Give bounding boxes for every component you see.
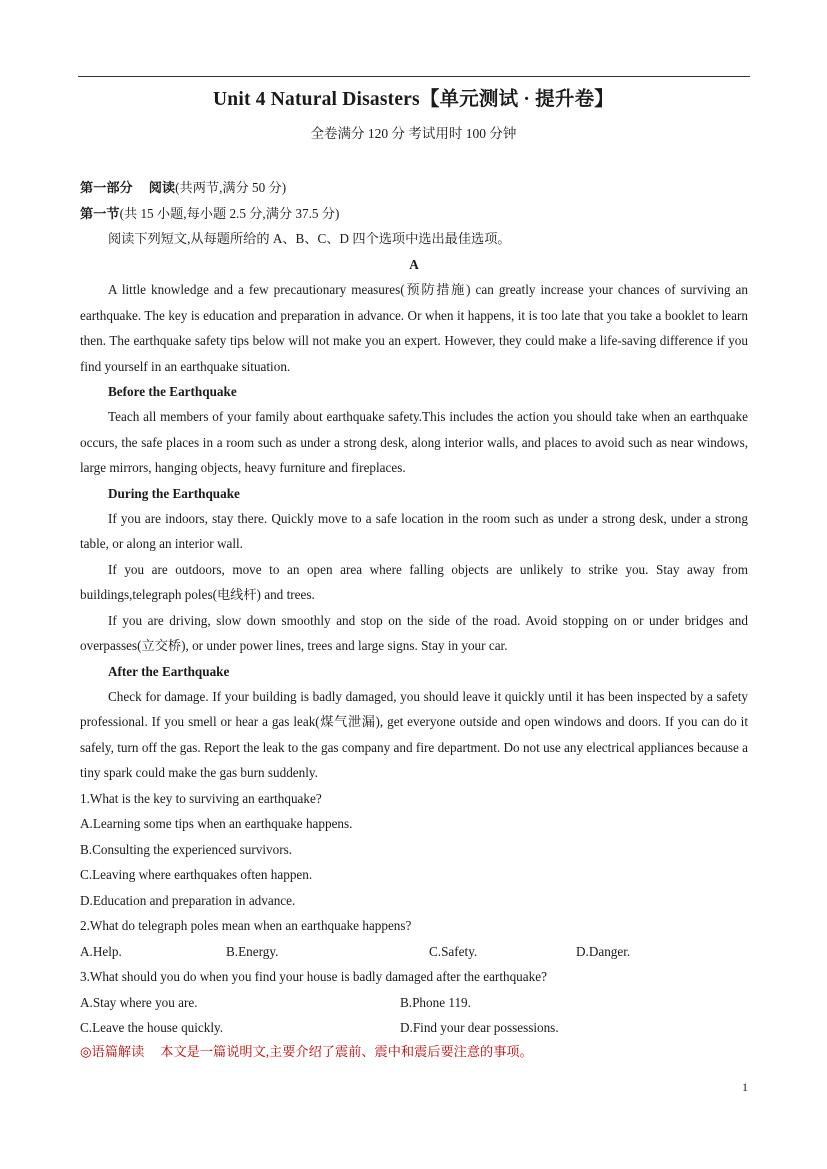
part-name: 阅读	[148, 180, 176, 195]
question-1-option-a: A.Learning some tips when an earthquake happens.	[80, 816, 353, 831]
question-3-option-d: D.Find your dear possessions.	[400, 1020, 559, 1035]
question-2-options	[80, 939, 748, 965]
question-3-stem: 3.What should you do when you find your house is badly damaged after the earthquake?	[80, 969, 547, 984]
passage-intro: A little knowledge and a few precautionary measures(预防措施) can greatly increase your chances of surviving an earthquake. The key is education and preparation in advance. Or when it happens, it is too late that you take a booklet to learn then. The earthquake safety tips below will not make you an expert. However, they could make a life-saving difference if you find yourself in an earthquake situation.	[80, 282, 748, 374]
passage-label: A	[409, 256, 419, 272]
question-2-option-c: C.Safety.	[429, 943, 478, 959]
paragraph-during-indoors: If you are indoors, stay there. Quickly move to a safe location in the room such as under a strong desk, under a strong table, or along an interior wall.	[80, 510, 748, 551]
section-heading-before: Before the Earthquake	[108, 384, 237, 399]
question-3-option-a: A.Stay where you are.	[80, 994, 198, 1010]
part-title: 第一部分	[80, 180, 133, 195]
question-2-option-a: A.Help.	[80, 943, 122, 959]
page-title: Unit 4 Natural Disasters【单元测试 · 提升卷】	[213, 89, 614, 110]
question-2-option-d: D.Danger.	[576, 943, 631, 959]
question-1-option-d: D.Education and preparation in advance.	[80, 892, 296, 908]
page-subtitle: 全卷满分 120 分 考试用时 100 分钟	[310, 126, 517, 141]
question-1-stem: 1.What is the key to surviving an earthquake?	[80, 790, 322, 806]
section-heading	[80, 201, 748, 227]
section-heading-during: During the Earthquake	[108, 485, 240, 501]
question-3-option-b: B.Phone 119.	[400, 994, 471, 1010]
question-2-option-b: B.Energy.	[226, 943, 279, 959]
section-title: 第一节	[80, 205, 120, 221]
question-3-options-row-1	[80, 990, 748, 1016]
section-detail: (共 15 小题,每小题 2.5 分,满分 37.5 分)	[119, 205, 340, 221]
analysis-text: 本文是一篇说明文,主要介绍了震前、震中和震后要注意的事项。	[160, 1043, 533, 1059]
question-3-option-c: C.Leave the house quickly.	[80, 1020, 224, 1035]
section-heading-after: After the Earthquake	[108, 663, 230, 679]
question-1-option-c: C.Leaving where earthquakes often happen.	[80, 867, 313, 882]
discourse-analysis	[80, 1041, 748, 1063]
part-heading	[80, 175, 748, 201]
paragraph-during-outdoors: If you are outdoors, move to an open area where falling objects are unlikely to strike you. Stay away from buildings,telegraph poles(电线杆) and trees.	[80, 561, 748, 602]
part-detail: (共两节,满分 50 分)	[175, 180, 287, 195]
question-3-options-row-2	[80, 1015, 748, 1041]
analysis-label: ◎语篇解读	[80, 1043, 145, 1059]
question-2-stem: 2.What do telegraph poles mean when an earthquake happens?	[80, 918, 412, 933]
paragraph-before: Teach all members of your family about earthquake safety.This includes the action you should take when an earthquake occurs, the safe places in a room such as under a strong desk, along interior walls, and places to avoid such as near windows, large mirrors, hanging objects, heavy furniture and fireplaces.	[80, 409, 748, 475]
paragraph-during-driving: If you are driving, slow down smoothly and stop on the side of the road. Avoid stopping on or under bridges and overpasses(立交桥), or under power lines, trees and large signs. Stay in your car.	[80, 612, 748, 653]
question-1-option-b: B.Consulting the experienced survivors.	[80, 841, 293, 857]
paragraph-after: Check for damage. If your building is badly damaged, you should leave it quickly until it has been inspected by a safety professional. If you smell or hear a gas leak(煤气泄漏), get everyone outside and open windows and doors. If you can do it safely, turn off the gas. Report the leak to the gas company and fire department. Do not use any electrical appliances because a tiny spark could make the gas burn suddenly.	[80, 688, 748, 780]
header-rule	[78, 76, 750, 77]
page-number: 1	[742, 1080, 748, 1094]
document-body	[80, 175, 748, 1063]
section-instruction: 阅读下列短文,从每题所给的 A、B、C、D 四个选项中选出最佳选项。	[108, 231, 511, 246]
